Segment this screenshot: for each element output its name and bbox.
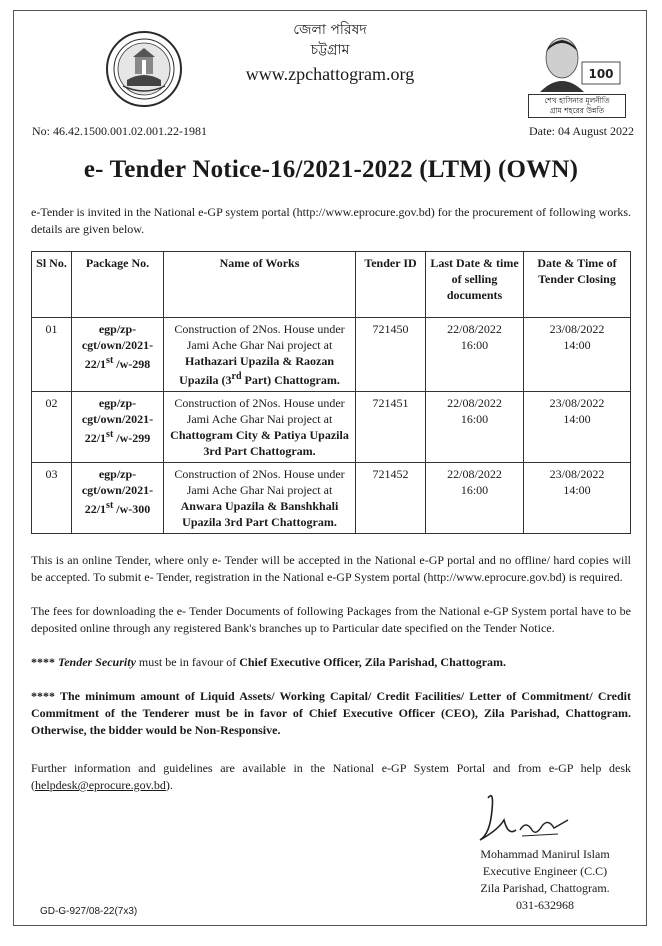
online-tender-paragraph: This is an online Tender, where only e- Tender will be accepted in the National e-GP portal and no offline/ hard copies will be accepted. To submit e- Tender, registration in the National e-GP System portal (http://www.eprocure.gov.bd) is required.	[31, 553, 631, 584]
table-row	[32, 318, 631, 392]
row-last-date: 22/08/2022 16:00	[426, 318, 524, 392]
fees-paragraph: The fees for downloading the e- Tender Documents of following Packages from the National e-GP System portal have to be deposited online through any registered Bank's branches up to Particular date specified on the Tender Notice.	[31, 604, 631, 635]
notice-date: Date: 04 August 2022	[529, 124, 634, 138]
helpdesk-email-link[interactable]: helpdesk@eprocure.gov.bd	[35, 778, 166, 792]
footer-code: GD-G-927/08-22(7x3)	[40, 906, 138, 917]
row-tender-id: 721452	[356, 463, 426, 534]
row-sl: 01	[32, 318, 72, 392]
table-row	[32, 463, 631, 534]
row-closing: 23/08/2022 14:00	[524, 463, 631, 534]
website-url[interactable]: www.zpchattogram.org	[245, 64, 415, 84]
row-sl: 02	[32, 392, 72, 463]
row-tender-id: 721450	[356, 318, 426, 392]
row-package: egp/zp-cgt/own/2021-22/1st /w-298	[72, 318, 164, 392]
row-work: Construction of 2Nos. House under Jami Ache Ghar Nai project at Chattogram City & Patiya Upazila 3rd Part Chattogram.	[164, 392, 356, 463]
header-work: Name of Works	[164, 252, 356, 318]
svg-text:100: 100	[588, 67, 614, 81]
notice-title: e- Tender Notice-16/2021-2022 (LTM) (OWN)	[83, 156, 579, 183]
badge-caption-line2: গ্রাম শহরের উন্নতি	[549, 106, 605, 115]
intro-paragraph: e-Tender is invited in the National e-GP system portal (http://www.eprocure.gov.bd) for the procurement of following works. details are given below.	[31, 205, 632, 236]
row-package: egp/zp-cgt/own/2021-22/1st /w-299	[72, 392, 164, 463]
row-tender-id: 721451	[356, 392, 426, 463]
table-row	[32, 392, 631, 463]
further-info-paragraph: Further information and guidelines are available in the National e-GP System Portal and from e-GP help desk (helpdesk@eprocure.gov.bd).	[31, 761, 631, 792]
header-last-date: Last Date & time of selling documents	[426, 252, 524, 318]
zila-parishad-emblem-icon	[105, 30, 183, 108]
row-closing: 23/08/2022 14:00	[524, 392, 631, 463]
tender-security-paragraph: **** Tender Security must be in favour of Chief Executive Officer, Zila Parishad, Chattogram.	[31, 655, 507, 669]
liquid-assets-paragraph: **** The minimum amount of Liquid Assets/ Working Capital/ Credit Facilities/ Letter of Commitment/ Credit Commitment of the Tenderer must be in favor of Chief Executive Officer (CEO), Zila Parishad, Chattogram. Otherwise, the bidder would be Non-Responsive.	[31, 689, 631, 737]
table-header-row	[32, 252, 631, 318]
row-last-date: 22/08/2022 16:00	[426, 392, 524, 463]
letterhead	[190, 20, 470, 86]
row-work: Construction of 2Nos. House under Jami Ache Ghar Nai project at Hathazari Upazila & Raozan Upazila (3rd Part) Chattogram.	[164, 318, 356, 392]
signatory-name: Mohammad Manirul Islam	[480, 847, 610, 861]
row-sl: 03	[32, 463, 72, 534]
row-package: egp/zp-cgt/own/2021-22/1st /w-300	[72, 463, 164, 534]
handwritten-signature-icon	[470, 790, 580, 850]
memo-number: No: 46.42.1500.001.02.001.22-1981	[32, 124, 207, 138]
header-tender-id: Tender ID	[356, 252, 426, 318]
header-package: Package No.	[72, 252, 164, 318]
row-last-date: 22/08/2022 16:00	[426, 463, 524, 534]
bn-org-name: জেলা পরিষদ	[293, 22, 367, 38]
signatory-block	[445, 846, 645, 914]
header-closing: Date & Time of Tender Closing	[524, 252, 631, 318]
signatory-office: Zila Parishad, Chattogram.	[480, 881, 610, 895]
signatory-phone: 031-632968	[516, 898, 574, 912]
badge-caption	[528, 94, 626, 118]
bn-city-name: চট্টগ্রাম	[310, 42, 350, 58]
header-sl: Sl No.	[32, 252, 72, 318]
row-work: Construction of 2Nos. House under Jami Ache Ghar Nai project at Anwara Upazila & Banshkhali Upazila 3rd Part Chattogram.	[164, 463, 356, 534]
signatory-designation: Executive Engineer (C.C)	[482, 864, 608, 878]
tender-table	[31, 251, 631, 534]
badge-caption-line1: শেখ হাসিনার মূলনীতি	[544, 96, 610, 105]
row-closing: 23/08/2022 14:00	[524, 318, 631, 392]
